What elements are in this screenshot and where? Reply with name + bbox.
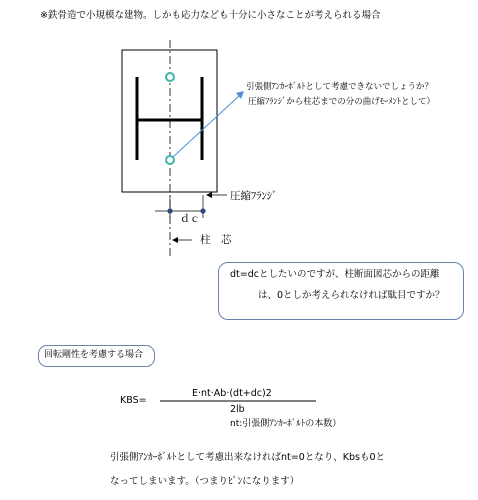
formula-denominator: 2lb [230, 404, 245, 415]
flange-arrowhead [206, 192, 212, 198]
footer-line1: 引張側ｱﾝｶｰﾎﾞﾙﾄとして考慮出来なければnt=0となり、Kbsも0と [110, 452, 386, 463]
formula-note: nt:引張側ｱﾝｶｰﾎﾞﾙﾄの本数） [230, 419, 342, 429]
dc-end-left [167, 208, 172, 213]
center-arrowhead [172, 237, 178, 243]
compression-flange-label: 圧縮ﾌﾗﾝｼﾞ [230, 190, 278, 202]
column-center-label: 柱 芯 [200, 234, 232, 246]
header-note: ※鉄骨造で小規模な建物。しかも応力なども十分に小さなことが考えられる場合 [40, 10, 381, 21]
formula-numerator: E·nt·Ab·(dt+dc)2 [192, 388, 272, 399]
dc-end-right [200, 208, 205, 213]
formula-lhs: KBS= [120, 395, 147, 406]
dc-label: ｄｃ [180, 214, 200, 225]
callout-arrow [173, 95, 240, 157]
section-title: 回転剛性を考慮する場合 [44, 350, 144, 360]
bubble-question-line1: dt=dcとしたいのですが、柱断面図芯からの距離 [230, 269, 440, 280]
footer-line2: なってしまいます。（つまりﾋﾟﾝになります） [110, 476, 300, 487]
callout-question-line2: 圧縮ﾌﾗﾝｼﾞから柱芯までの分の曲げﾓｰﾒﾝﾄとして） [248, 97, 436, 107]
callout-question-line1: 引張側ｱﾝｶｰﾎﾞﾙﾄとして考慮できないでしょうか？ [246, 82, 434, 92]
anchor-bolt-bottom [166, 156, 174, 164]
bubble-question-line2: は、0としか考えられなければ駄目ですか？ [258, 290, 445, 301]
anchor-bolt-top [166, 73, 174, 81]
